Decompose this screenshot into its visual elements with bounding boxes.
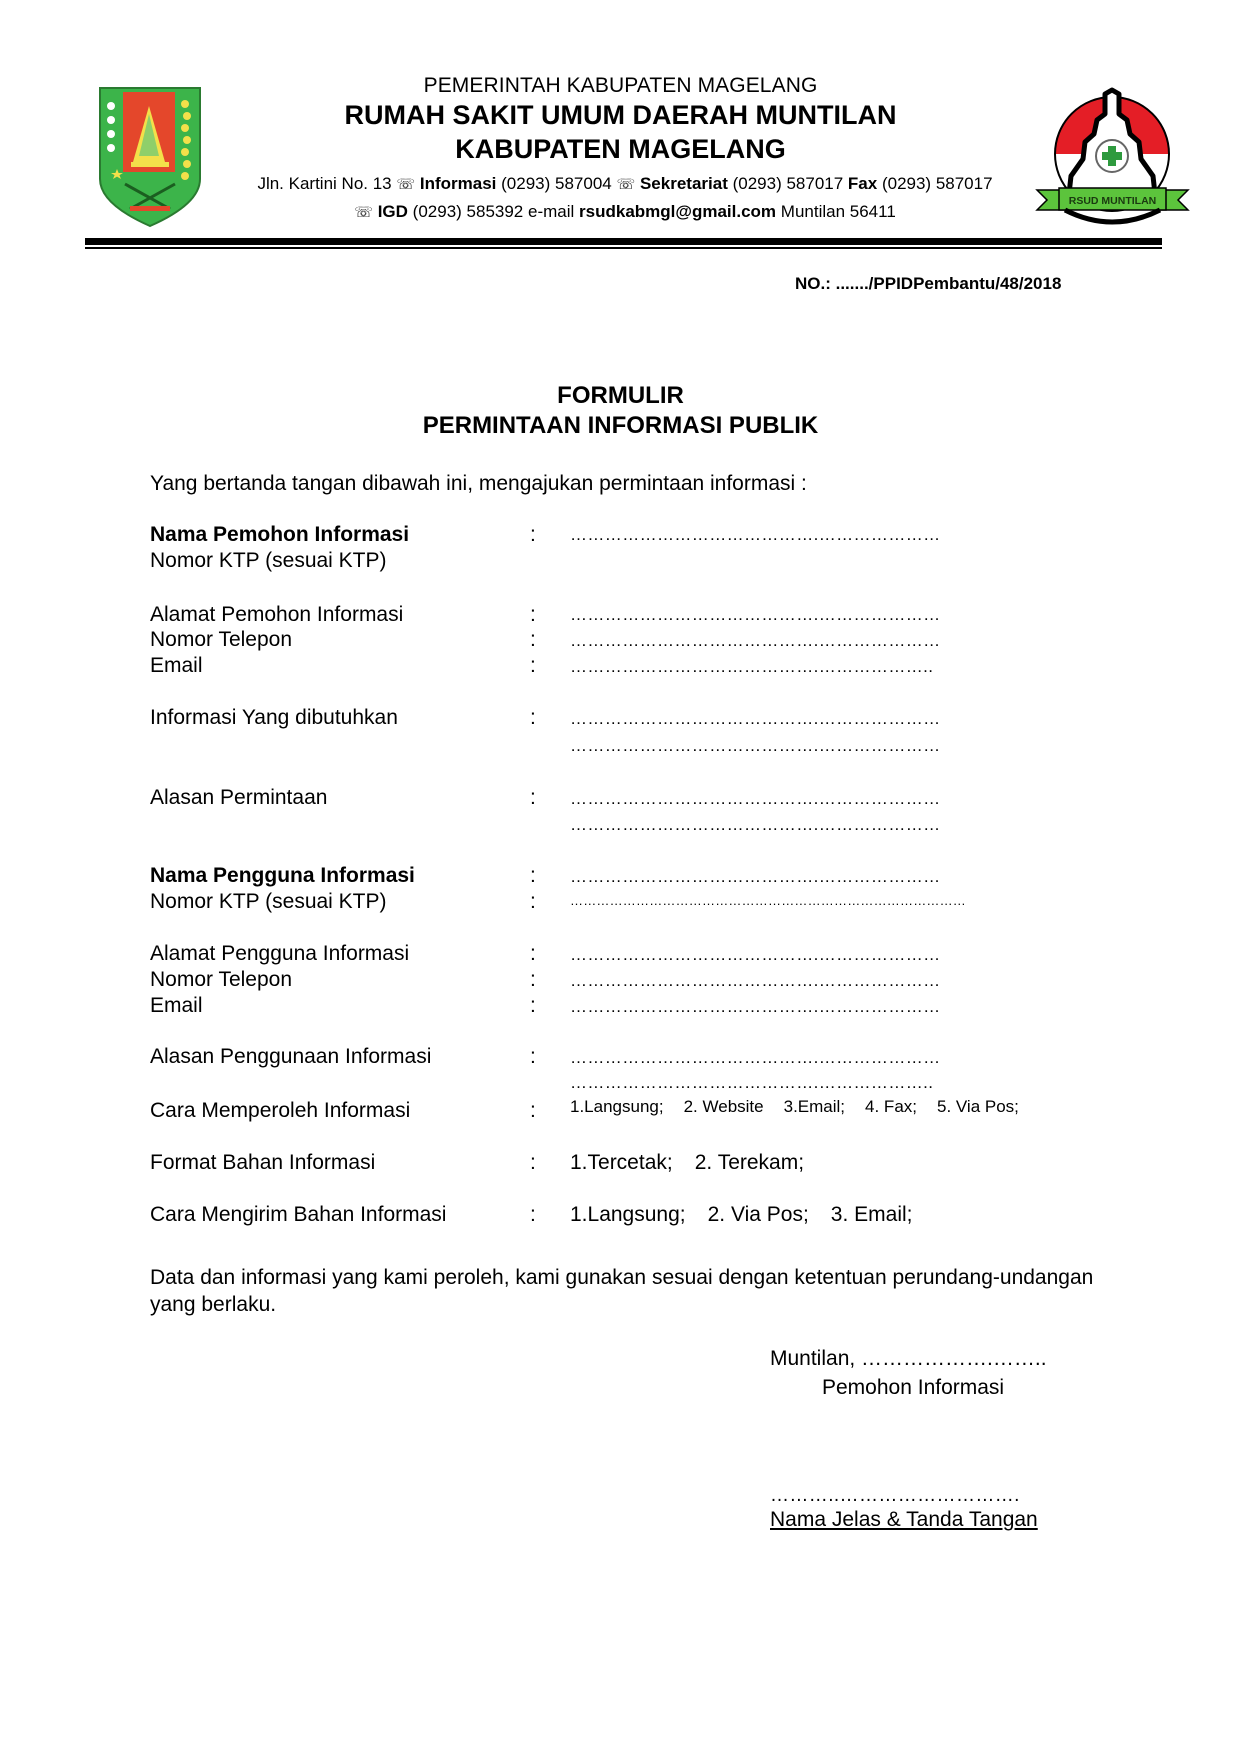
igd-label: IGD	[377, 202, 408, 221]
field-nama-pemohon[interactable]: …………………………………….…………………	[570, 525, 941, 544]
letterhead-divider-thin	[85, 247, 1162, 249]
label-nama-pemohon: Nama Pemohon Informasi	[150, 523, 410, 546]
colon: :	[530, 1151, 536, 1174]
option-via-pos[interactable]: 2. Via Pos;	[707, 1203, 809, 1226]
letterhead-address-line1	[220, 174, 1030, 194]
label-alasan-penggunaan: Alasan Penggunaan Informasi	[150, 1045, 432, 1068]
label-alasan-permintaan: Alasan Permintaan	[150, 786, 328, 809]
colon: :	[530, 786, 536, 809]
fax-label: Fax	[847, 174, 878, 193]
label-alamat-pemohon: Alamat Pemohon Informasi	[150, 603, 404, 626]
field-informasi-dibutuhkan-1[interactable]: …………………………………….…………………	[570, 709, 941, 728]
option-email[interactable]: 3. Email;	[830, 1203, 913, 1226]
option-tercetak[interactable]: 1.Tercetak;	[570, 1151, 673, 1174]
fax-phone: (0293) 587017	[881, 174, 993, 193]
option-langsung[interactable]: 1.Langsung;	[570, 1097, 664, 1116]
letterhead-address-line2	[220, 202, 1030, 222]
form-title: FORMULIR	[557, 382, 684, 409]
field-nama-pengguna[interactable]: …………………………………….…………………	[570, 867, 941, 886]
colon: :	[530, 942, 536, 965]
info-phone: (0293) 587004	[501, 174, 612, 193]
colon: :	[530, 994, 536, 1017]
colon: :	[530, 654, 536, 677]
colon: :	[530, 628, 536, 651]
signature-name-caption: Nama Jelas & Tanda Tangan	[770, 1508, 1038, 1531]
city-postal: Muntilan 56411	[780, 202, 896, 221]
email-address[interactable]: rsudkabmgl@gmail.com	[579, 202, 777, 221]
field-telepon-pengguna[interactable]: …………………………………….…………………	[570, 971, 941, 990]
sekretariat-label: Sekretariat	[639, 174, 728, 193]
option-email[interactable]: 3.Email;	[783, 1097, 846, 1116]
option-terekam[interactable]: 2. Terekam;	[694, 1151, 805, 1174]
field-telepon-pemohon[interactable]: …………………………………….…………………	[570, 631, 941, 650]
signature-line[interactable]: ………..……………………….	[770, 1485, 1020, 1506]
letterhead-hospital-name: RUMAH SAKIT UMUM DAERAH MUNTILAN	[344, 100, 897, 130]
options-cara-mengirim	[570, 1203, 935, 1227]
label-email-pemohon: Email	[150, 654, 203, 677]
form-subtitle: PERMINTAAN INFORMASI PUBLIK	[422, 412, 819, 439]
field-informasi-dibutuhkan-2[interactable]: …………………………………….…………………	[570, 736, 941, 755]
sekretariat-phone: (0293) 587017	[732, 174, 844, 193]
intro-text: Yang bertanda tangan dibawah ini, mengajukan permintaan informasi :	[150, 472, 807, 495]
phone-icon: ☏	[396, 176, 416, 193]
letterhead-divider-thick	[85, 238, 1162, 245]
label-telepon-pengguna: Nomor Telepon	[150, 968, 293, 991]
field-ktp-pengguna[interactable]: ………………………………………………………………………………	[570, 893, 966, 908]
label-alamat-pengguna: Alamat Pengguna Informasi	[150, 942, 410, 965]
options-cara-memperoleh	[570, 1097, 1039, 1117]
colon: :	[530, 890, 536, 913]
letterhead-regency: KABUPATEN MAGELANG	[455, 134, 786, 164]
email-prefix: e-mail	[528, 202, 575, 221]
letterhead-government: PEMERINTAH KABUPATEN MAGELANG	[423, 74, 818, 97]
info-label: Informasi	[419, 174, 497, 193]
label-nama-pengguna: Nama Pengguna Informasi	[150, 864, 415, 887]
colon: :	[530, 1045, 536, 1068]
label-ktp-pengguna: Nomor KTP (sesuai KTP)	[150, 890, 387, 913]
colon: :	[530, 864, 536, 887]
label-telepon-pemohon: Nomor Telepon	[150, 628, 293, 651]
options-format-bahan	[570, 1151, 826, 1175]
label-cara-memperoleh: Cara Memperoleh Informasi	[150, 1099, 411, 1122]
label-cara-mengirim: Cara Mengirim Bahan Informasi	[150, 1203, 447, 1226]
label-ktp-pemohon: Nomor KTP (sesuai KTP)	[150, 549, 387, 572]
option-langsung[interactable]: 1.Langsung;	[570, 1203, 686, 1226]
street-address: Jln. Kartini No. 13	[257, 174, 392, 193]
colon: :	[530, 523, 536, 546]
label-informasi-dibutuhkan: Informasi Yang dibutuhkan	[150, 706, 398, 729]
field-alasan-permintaan-1[interactable]: …………………………………….…………………	[570, 789, 941, 808]
field-alasan-penggunaan-2[interactable]: …………………………………….………………..	[570, 1073, 934, 1092]
colon: :	[530, 603, 536, 626]
field-alamat-pengguna[interactable]: …………………………………….…………………	[570, 945, 941, 964]
field-email-pemohon[interactable]: …………………………………….………………..	[570, 657, 934, 676]
logo-ribbon-text: RSUD MUNTILAN	[1068, 195, 1157, 207]
signature-city-date[interactable]: Muntilan, ……………….……..	[770, 1347, 1047, 1370]
field-alamat-pemohon[interactable]: …………………………………….…………………	[570, 605, 941, 624]
igd-phone: (0293) 585392	[412, 202, 524, 221]
label-format-bahan: Format Bahan Informasi	[150, 1151, 376, 1174]
phone-icon: ☏	[616, 176, 636, 193]
closing-paragraph: Data dan informasi yang kami peroleh, kami gunakan sesuai dengan ketentuan perundang-undangan yang berlaku.	[150, 1266, 1094, 1316]
option-website[interactable]: 2. Website	[683, 1097, 764, 1116]
field-alasan-permintaan-2[interactable]: …………………………………….…………………	[570, 815, 941, 834]
document-number: NO.: ......./PPIDPembantu/48/2018	[795, 274, 1062, 293]
signature-role: Pemohon Informasi	[822, 1376, 1005, 1399]
label-email-pengguna: Email	[150, 994, 203, 1017]
phone-icon: ☏	[354, 204, 373, 221]
field-email-pengguna[interactable]: …………………………………….…………………	[570, 997, 941, 1016]
option-fax[interactable]: 4. Fax;	[865, 1097, 917, 1116]
colon: :	[530, 1099, 536, 1122]
field-alasan-penggunaan-1[interactable]: …………………………………….…………………	[570, 1048, 941, 1067]
colon: :	[530, 1203, 536, 1226]
colon: :	[530, 968, 536, 991]
colon: :	[530, 706, 536, 729]
option-via-pos[interactable]: 5. Via Pos;	[937, 1097, 1019, 1116]
